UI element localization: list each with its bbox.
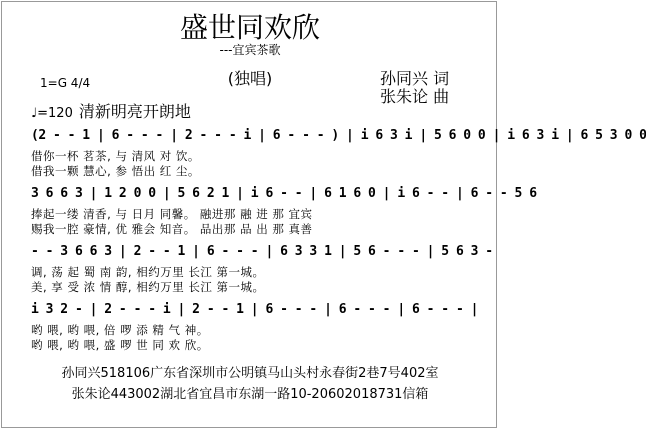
- expression-mark: 清新明亮开朗地: [78, 102, 191, 121]
- lyric-2-verse-1: 捧起一缕 清香, 与 日月 同馨。 融进那 融 进 那 宜宾: [31, 207, 313, 221]
- lyric-4-verse-2: 哟 喂, 哟 喂, 盛 啰 世 同 欢 欣。: [31, 338, 209, 352]
- song-title: 盛世同欢欣: [179, 11, 320, 44]
- lyric-1-verse-1: 借你一杯 茗茶, 与 清风 对 饮。: [31, 149, 200, 163]
- lyric-2-verse-2: 赐我一腔 豪情, 优 雅会 知音。 品出那 品 出 那 真善: [31, 222, 313, 236]
- lyric-3-verse-1: 调, 荡 起 蜀 南 韵, 相约万里 长江 第一城。: [31, 265, 265, 279]
- score-line-3: - - 3 6 6 3 | 2 - - 1 | 6 - - - | 6 3 3 1 | 5 6 - - - | 5 6 3 -: [31, 244, 493, 259]
- lyric-4-verse-1: 哟 喂, 哟 喂, 倍 啰 添 精 气 神。: [31, 323, 209, 337]
- composer-credit: 张朱论 曲: [380, 87, 450, 106]
- footer-address-1: 孙同兴518106广东省深圳市公明镇马山头村永春街2巷7号402室: [61, 366, 439, 381]
- score-line-4: i 3 2 - | 2 - - - i | 2 - - 1 | 6 - - - | 6 - - - | 6 - - - |: [31, 302, 478, 317]
- footer-address-2: 张朱论443002湖北省宜昌市东湖一路10-20602018731信箱: [71, 387, 429, 402]
- lyricist-credit: 孙同兴 词: [380, 69, 450, 88]
- score-line-1: (2 - - 1 | 6 - - - | 2 - - - i | 6 - - - ) | i 6 3 i | 5 6 0 0 | i 6 3 i | 6 5 3 0 0: [31, 128, 646, 143]
- key-signature: 1=G 4/4: [40, 76, 91, 90]
- score-line-2: 3 6 6 3 | 1 2 0 0 | 5 6 2 1 | i 6 - - | 6 1 6 0 | i 6 - - | 6 - - 5 6: [31, 186, 537, 201]
- tempo-marking: [31, 99, 191, 122]
- performance-mode: (独唱): [227, 69, 273, 88]
- tempo-mark: ♩=120: [31, 106, 73, 121]
- lyric-3-verse-2: 美, 享 受 浓 情 醇, 相约万里 长江 第一城。: [31, 280, 265, 294]
- lyric-1-verse-2: 借我一颗 慧心, 参 悟出 红 尘。: [31, 164, 200, 178]
- song-subtitle: ---宜宾茶歌: [219, 43, 281, 57]
